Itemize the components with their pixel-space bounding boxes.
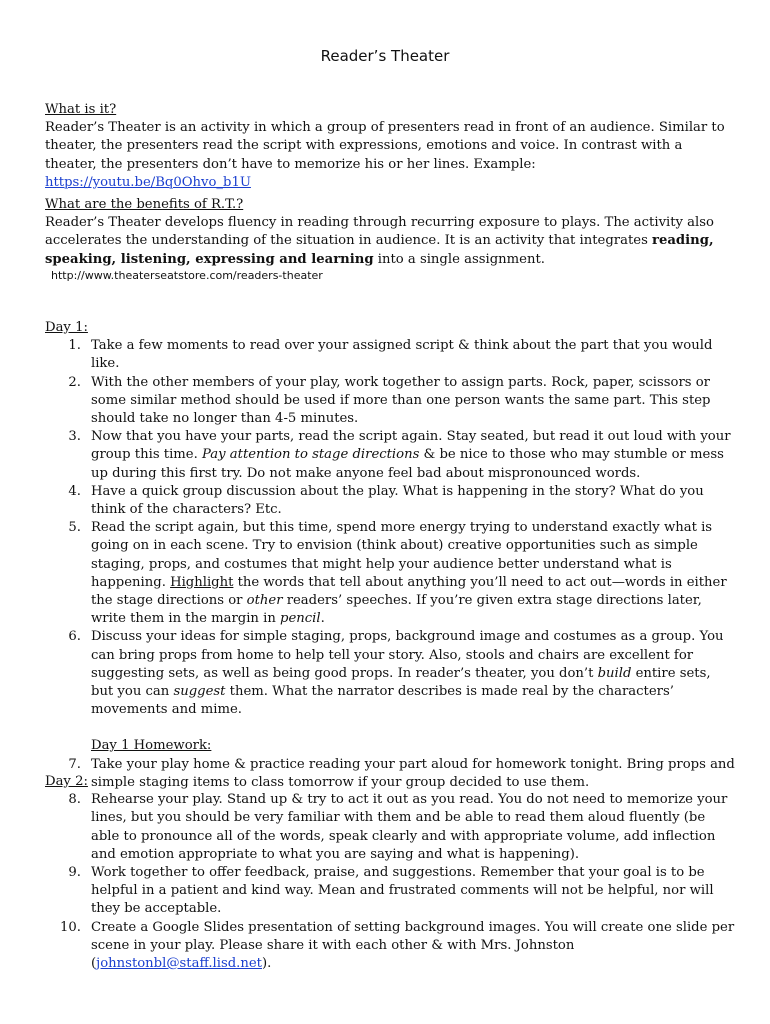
benefits-body: Reader’s Theater develops fluency in reading through recurring exposure to plays. The activity also accelerates the understanding of the situation in audience. It is an activity that integrates reading, speaking, listening, expressing and learning into a single assignment. [45, 215, 714, 267]
theater-source-url: http://www.theaterseatstore.com/readers-theater [51, 268, 323, 282]
email-link[interactable]: johnstonbl@staff.lisd.net [96, 956, 262, 972]
what-is-it-heading: What is it? [45, 102, 117, 117]
benefits-bold-skills: reading, speaking, listening, expressing and learning [45, 233, 714, 267]
list-item: 10. Create a Google Slides presentation of setting background images. You will create one slide per scene in your play. Please share it with each other & with Mrs. Johnston (johnstonbl@staff.lisd.net). [60, 919, 735, 972]
day2-section [45, 773, 735, 973]
day2-list [45, 791, 735, 973]
list-item: 6. Discuss your ideas for simple staging, props, background image and costumes as a group. You can bring props from home to help tell your story. Also, stools and chairs are excellent for suggesting sets, as well as being good props. In reader’s theater, you don’t build entire sets, but you can suggest them. What the narrator describes is made real by the characters’ movements and mime. [68, 629, 724, 718]
day1-section [45, 319, 735, 792]
list-item: 7. Take your play home & practice reading your part aloud for homework tonight. Bring props and simple staging items to class tomorrow if your group decided to use them. [68, 756, 735, 790]
list-item: 4. Have a quick group discussion about the play. What is happening in the story? What do you think of the characters? Etc. [68, 483, 704, 518]
what-is-it-section [45, 101, 735, 192]
day1-homework-heading: Day 1 Homework: [91, 738, 212, 754]
page-title: Reader’s Theater [320, 47, 450, 65]
list-item: 2. With the other members of your play, work together to assign parts. Rock, paper, scissors or some similar method should be used if more than one person wants the same part. This step should take no longer than 4-5 minutes. [68, 374, 711, 427]
benefits-heading: What are the benefits of R.T.? [45, 197, 244, 212]
list-item: 3. Now that you have your parts, read the script again. Stay seated, but read it out loud with your group this time. Pay attention to stage directions & be nice to those who may stumble or mess up during this first try. Do not make anyone feel bad about mispronounced words. [68, 429, 731, 481]
what-is-it-body: Reader’s Theater is an activity in which a group of presenters read in front of an audience. Similar to theater, the presenters read the script with expressions, emotions and voice. In contrast with a theater, the presenters don’t have to memorize his or her lines. Example: https://youtu.be/Bq0Ohvo_b1U [45, 120, 725, 190]
list-item: 8. Rehearse your play. Stand up & try to act it out as you read. You do not need to memorize your lines, but you should be very familiar with them and be able to read them aloud fluently (be able to pronounce all of the words, speak clearly and with appropriate volume, add inflection and emotion appropriate to what you are saying and what is happening). [68, 792, 728, 862]
list-item: 5. Read the script again, but this time, spend more energy trying to understand exactly what is going on in each scene. Try to envision (think about) creative opportunities such as simple staging, props, and costumes that might help your audience better understand what is happening. Highlight the words that tell about anything you’ll need to act out—words in either the stage directions or other readers’ speeches. If you’re given extra stage directions later, write them in the margin in pencil. [68, 520, 727, 627]
day1-heading: Day 1: [45, 320, 88, 335]
benefits-section [45, 196, 735, 283]
day1-list [45, 337, 735, 719]
list-item: 1. Take a few moments to read over your assigned script & think about the part that you would like. [68, 338, 713, 372]
day2-heading: Day 2: [45, 774, 88, 789]
example-video-link[interactable]: https://youtu.be/Bq0Ohvo_b1U [45, 174, 251, 190]
list-item: 9. Work together to offer feedback, praise, and suggestions. Remember that your goal is to be helpful in a patient and kind way. Mean and frustrated comments will not be helpful, nor will they be acceptable. [68, 865, 714, 917]
